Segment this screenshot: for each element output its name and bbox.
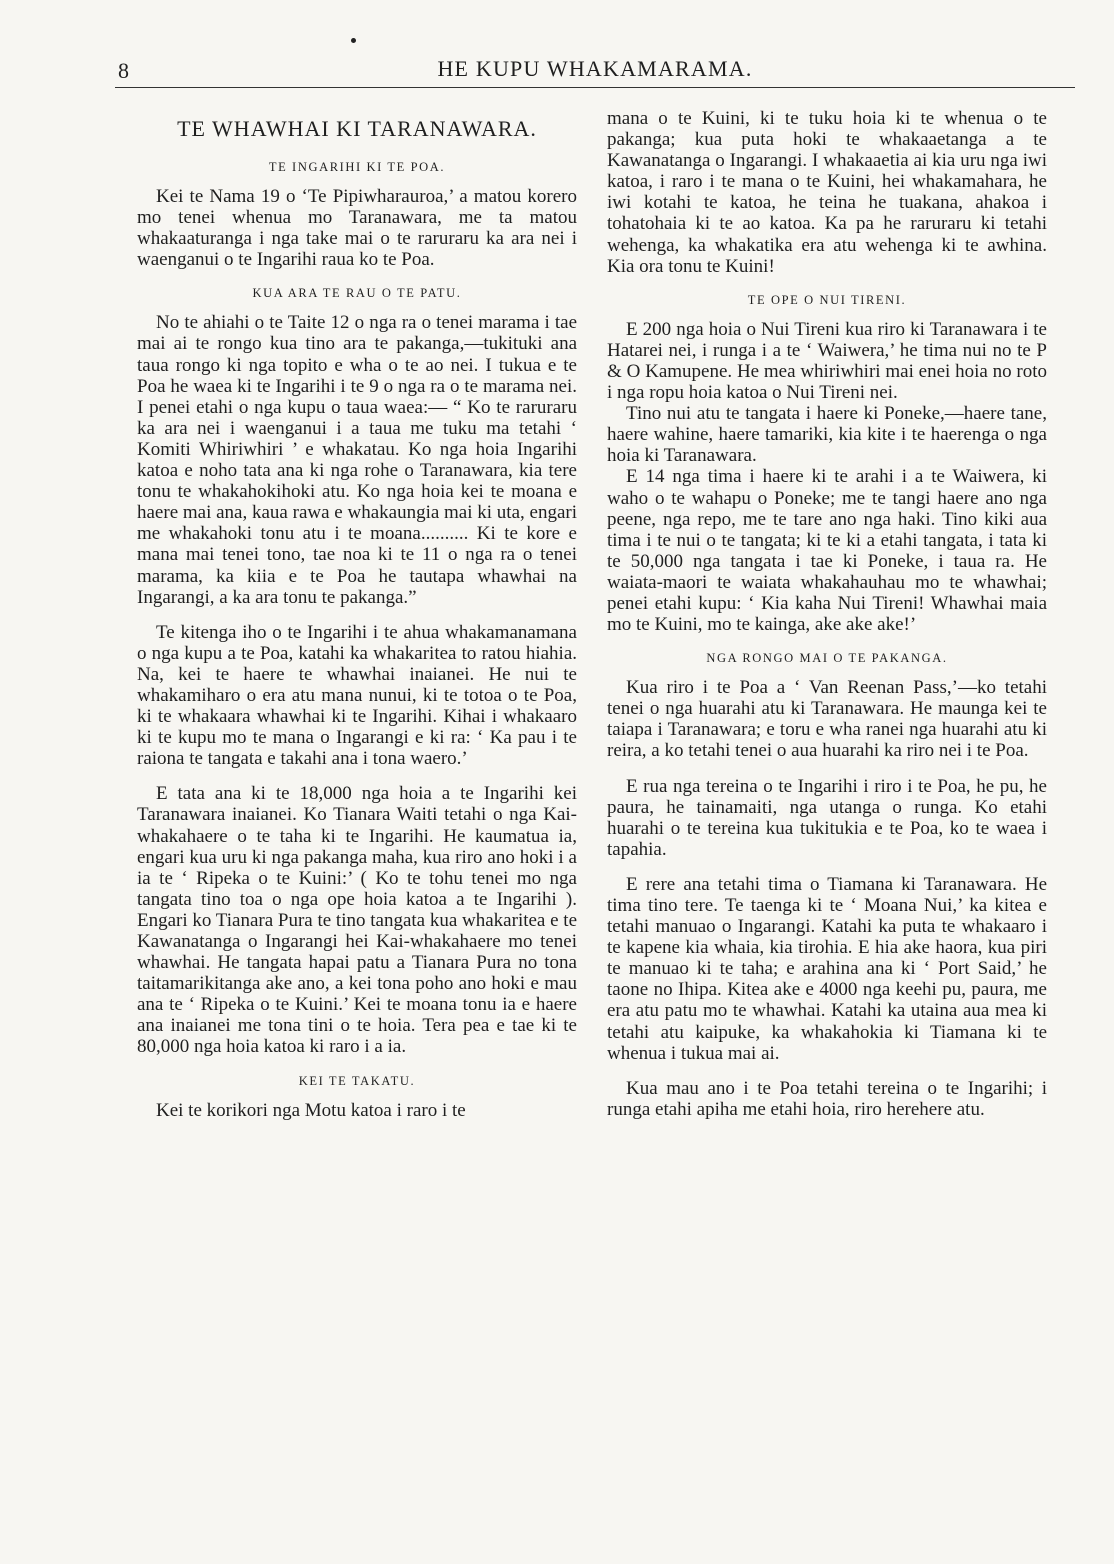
section-heading: TE INGARIHI KI TE POA. — [268, 160, 446, 174]
section-heading: TE OPE O NUI TIRENI. — [747, 292, 907, 307]
paragraph: E 200 nga hoia o Nui Tireni kua riro ki Taranawara i te Hatarei nei, i runga i a te ‘ Waiwera,’ he tima nui no te P & O Kamupene. He mea whiriwhiri mai enei hoia no roto i nga ropu hoia katoa o Nui Tireni nei. — [607, 318, 1047, 404]
paragraph: E 14 nga tima i haere ki te arahi i a te Waiwera, ki waho o te wahapu o Poneke; me te tangi haere ano nga peene, nga repo, me te tare ano nga haki. Tino kiki aua tima i te nui o te tangata; ki te ki a etahi tangata, i tata ki te 50,000 nga tangata i tae ki Poneke, i taua ra. He waiata-maori te waiata whakahauhau mo te whawhai; penei etahi kupu: ‘ Kia kaha Nui Tireni! Whawhai maia mo te Kuini, mo te kainga, ake ake ake!’ — [607, 466, 1047, 636]
paragraph: Kua mau ano i te Poa tetahi tereina o te Ingarihi; i runga etahi apiha me etahi hoia, riro herehere atu. — [607, 1077, 1047, 1120]
article-headline: TE WHAWHAI KI TARANAWARA. — [177, 116, 537, 141]
page-number: 8 — [118, 58, 129, 83]
right-column — [607, 108, 1047, 1120]
continued-paragraph: mana o te Kuini, ki te tuku hoia ki te whenua o te pakanga; kua puta hoki te whakaaetanga a te Kawanatanga o Ingarangi. I whakaaetia ai kia uru nga iwi katoa, i raro i te mana o te Kuini, hei whakamahara, he iwi kotahi te katoa, he teina he tuakana, ahakoa i tohatohaia ki te ao katoa. Ka pa he raruraru ki tetahi wehenga, ka whakatika era atu wehenga ki te awhina. Kia ora tonu te Kuini! — [607, 108, 1047, 277]
section-heading: KEI TE TAKATU. — [298, 1073, 416, 1088]
running-header — [115, 56, 1075, 86]
paragraph: E rere ana tetahi tima o Tiamana ki Taranawara. He tima tino tere. Te taenga ki te ‘ Moana Nui,’ ka kitea e tetahi manuao o Ingarangi. Katahi ka puta te whakaaro i te kapene kia whaia, kia tirohia. E hia ake haora, kua piri te manuao ki te taha; e arahina ana ki ‘ Port Said,’ he taone no Ihipa. Kitea ake e 4000 nga keehi pu, paura, me era atu patu mo te whawhai. Katahi ka utaina aua mea ki tetahi atu kaipuke, ka whakahokia ki Tiamana ki te whenua i tukua mai ai. — [607, 873, 1047, 1064]
paragraph: E tata ana ki te 18,000 nga hoia a te Ingarihi kei Taranawara inaianei. Ko Tianara Waiti tetahi o nga Kai-whakahaere o te taha ki te Ingarihi. He kaumatua ia, engari kua uru ki nga pakanga maha, kua riro ano hoki i a ia te ‘ Ripeka o te Kuini:’ ( Ko te tohu tenei mo nga tangata tino toa o nga ope hoia katoa a te Ingarihi ). Engari ko Tianara Pura te tino tangata kua whakaritea e te Kawanatanga o Ingarangi hei Kai-whakahaere mo tenei whawhai. He tangata hapai patu a Tianara Pura no tona taitamarikitanga ake ano, a kei tona poho ano hoki e mau ana te ‘ Ripeka o te Kuini.’ Kei te moana tonu ia e haere ana inaianei me tona tini o te hoia. Tera pea e tae ki te 80,000 nga hoia katoa ki raro i a ia. — [137, 783, 578, 1058]
paragraph: No te ahiahi o te Taite 12 o nga ra o tenei marama i tae mai ai te rongo kua tino ara te pakanga,—tukituki ana taua rongo ki nga topito e wha o te ao nei. I tukua e te Poa he waea ki te Ingarihi i te 9 o nga ra o te marama nei. I penei etahi o nga kupu o taua waea:— “ Ko te raruraru ka ara nei i waenganui i a taua me tuku ma tetahi ‘ Komiti Whiriwhiri ’ e whakatau. Ko nga hoia Ingarihi katoa e noho tata ana ki nga rohe o Taranawara, kia tere tonu te whakahokihoki atu. Ko nga hoia kei te moana e haere mai ana, kaua rawa e whakaungia mai ki uta, engari me whakahoki tonu atu i te moana.......... Ki te kore e mana mai tenei tono, tae noa ki te 11 o nga ra o tenei marama, ka kiia e te Poa he tautapa whawhai na Ingarangi, a ka ara tonu te pakanga.” — [137, 312, 577, 608]
section-heading: NGA RONGO MAI O TE PAKANGA. — [706, 651, 948, 666]
section-heading: KUA ARA TE RAU O TE PATU. — [252, 286, 462, 301]
paragraph: Kei te Nama 19 o ‘Te Pipiwharauroa,’ a matou korero mo tenei whenua mo Taranawara, me ta matou whakaaturanga i nga take mai o te raruraru ka ara nei i waenganui o te Ingarihi raua ko te Poa. — [137, 186, 577, 271]
header-rule — [115, 87, 1075, 88]
paragraph: Te kitenga iho o te Ingarihi i te ahua whakamanamana o nga kupu a te Poa, katahi ka whakaritea to ratou hiahia. Na, kei te haere te whawhai inaianei. He nui te whakamiharo o era atu mana nunui, ki te totoa o te Poa, ki te whakaara whawhai ki te Ingarihi. Kihai i whakaaro ki te kupu mo te mana o Ingarangi e ki ra: ‘ Ka pau i te raiona te tangata e takahi ana i tona waero.’ — [137, 621, 577, 770]
paragraph: Kei te korikori nga Motu katoa i raro i te — [156, 1099, 466, 1121]
ink-speck — [351, 38, 356, 43]
paragraph: Tino nui atu te tangata i haere ki Poneke,—haere tane, haere wahine, haere tamariki, kia kite i te haerenga o nga hoia ki Taranawara. — [607, 403, 1047, 467]
left-column — [137, 108, 577, 1121]
paragraph: E rua nga tereina o te Ingarihi i riro i te Poa, he pu, he paura, he tainamaiti, nga utanga o runga. Ko etahi huarahi o te tereina kua tukitukia e te Poa, ko te waea i tapahia. — [607, 775, 1047, 860]
paragraph: Kua riro i te Poa a ‘ Van Reenan Pass,’—ko tetahi tenei o nga huarahi atu ki Taranawara. He maunga kei te taiapa i Taranawara; e toru e wha ranei nga huarahi atu ki reira, a ko tetahi tenei o aua huarahi ka riro nei i te Poa. — [607, 677, 1047, 762]
page-header-title: HE KUPU WHAKAMARAMA. — [437, 56, 753, 81]
